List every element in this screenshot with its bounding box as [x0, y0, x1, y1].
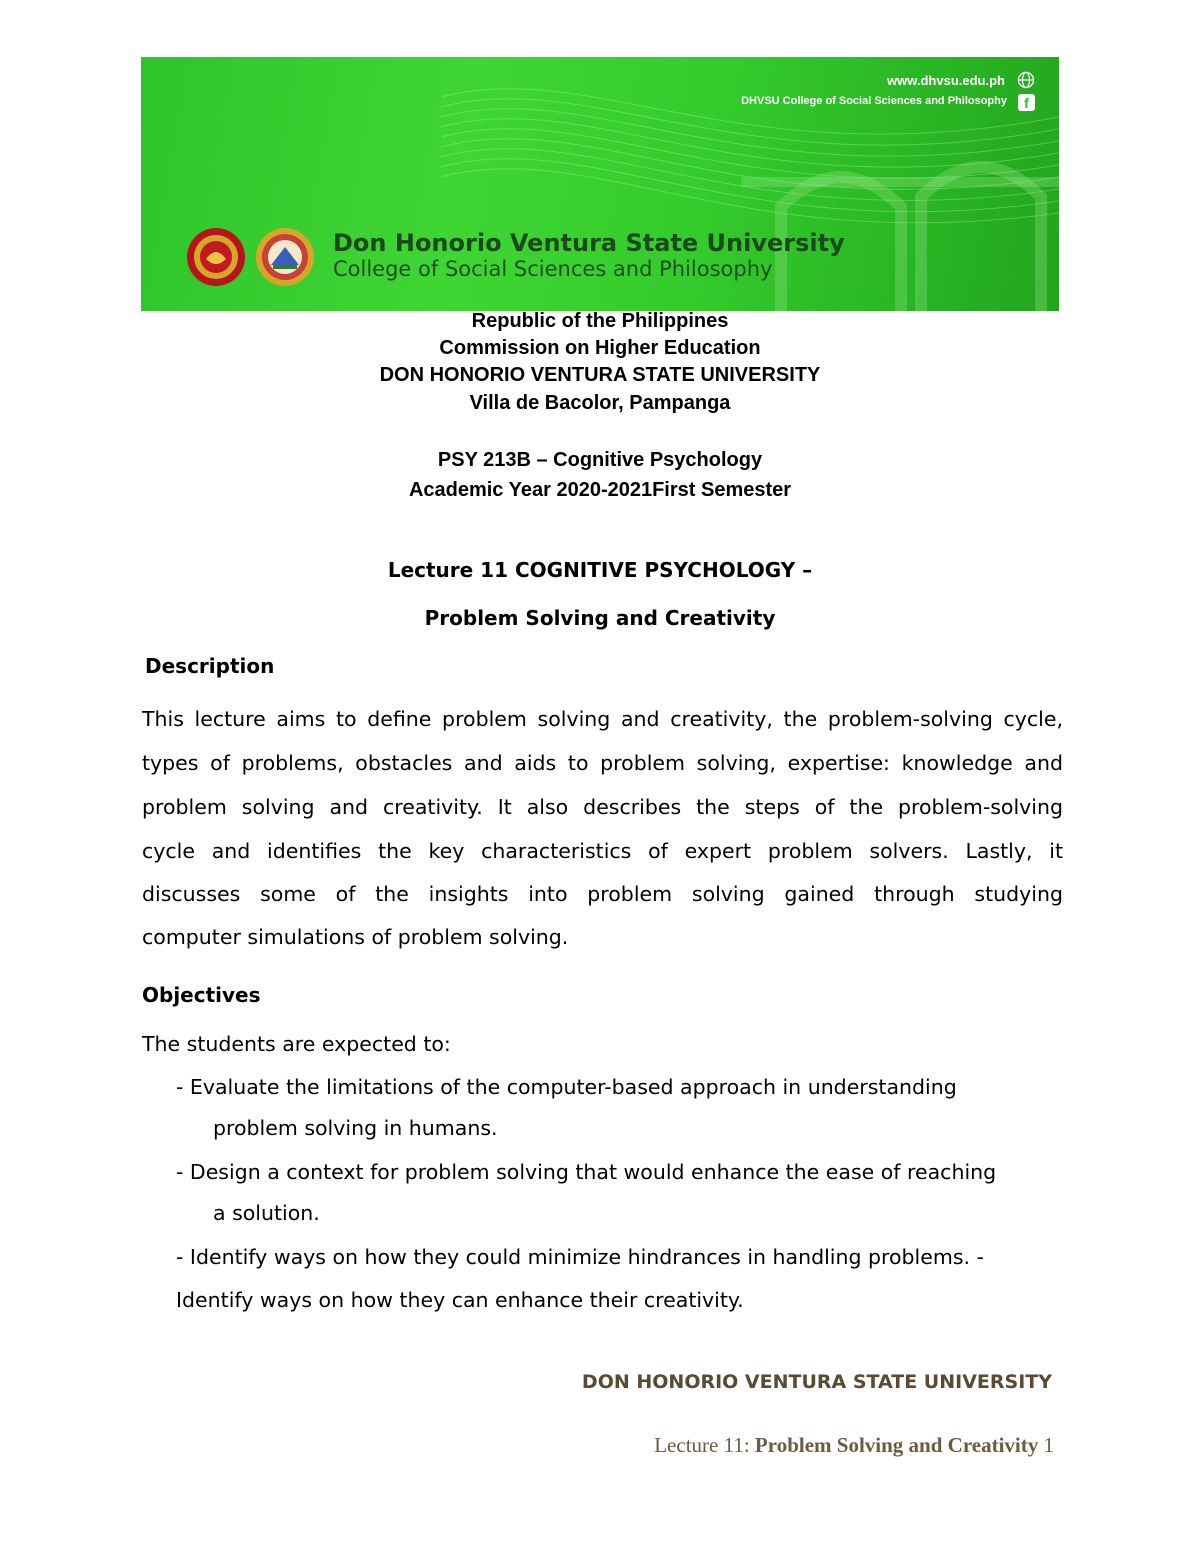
facebook-icon: f: [1018, 94, 1035, 111]
header-location: Villa de Bacolor, Pampanga: [469, 392, 731, 414]
objectives-heading: Objectives: [142, 983, 261, 1007]
description-line: discusses some of the insights into problem solving gained through studying: [142, 882, 1063, 906]
website-url: www.dhvsu.edu.ph: [887, 73, 1005, 88]
footer-university: DON HONORIO VENTURA STATE UNIVERSITY: [581, 1371, 1052, 1393]
objective-item: Identify ways on how they can enhance their creativity.: [176, 1288, 744, 1312]
globe-icon: [1017, 71, 1035, 89]
header-ched: Commission on Higher Education: [439, 337, 761, 359]
lecture-title: Lecture 11 COGNITIVE PSYCHOLOGY –: [387, 558, 813, 582]
footer-lecture-title: Problem Solving and Creativity: [754, 1433, 1039, 1457]
description-line: cycle and identifies the key characteristics of expert problem solvers. Lastly, it: [142, 839, 1063, 863]
page-number: 1: [1043, 1433, 1054, 1457]
course-title: PSY 213B – Cognitive Psychology: [437, 449, 763, 471]
header-banner: [141, 57, 1059, 311]
objective-item: - Evaluate the limitations of the computer-based approach in understanding: [176, 1075, 957, 1099]
objective-item: problem solving in humans.: [213, 1116, 498, 1140]
description-line: types of problems, obstacles and aids to problem solving, expertise: knowledge and: [142, 751, 1063, 775]
description-line: computer simulations of problem solving.: [142, 925, 569, 949]
footer-lecture: [654, 1433, 1054, 1458]
college-seal-icon: [255, 227, 315, 287]
banner-university-name: Don Honorio Ventura State University: [333, 229, 845, 257]
lecture-subtitle: Problem Solving and Creativity: [424, 606, 776, 630]
description-heading: Description: [145, 654, 275, 678]
description-line: This lecture aims to define problem solving and creativity, the problem-solving cycle,: [142, 707, 1063, 731]
academic-term: Academic Year 2020-2021First Semester: [408, 479, 792, 501]
header-republic: Republic of the Philippines: [471, 310, 729, 332]
college-page-name: DHVSU College of Social Sciences and Philosophy: [741, 95, 1007, 107]
objective-item: - Design a context for problem solving that would enhance the ease of reaching: [176, 1160, 997, 1184]
objective-item: - Identify ways on how they could minimize hindrances in handling problems. -: [176, 1245, 984, 1269]
description-line: problem solving and creativity. It also describes the steps of the problem-solving: [142, 795, 1063, 819]
header-university: DON HONORIO VENTURA STATE UNIVERSITY: [379, 364, 821, 386]
university-seal-icon: [186, 227, 246, 287]
banner-college-name: College of Social Sciences and Philosophy: [333, 257, 773, 281]
objectives-intro: The students are expected to:: [142, 1032, 451, 1056]
footer-lecture-prefix: Lecture 11:: [654, 1433, 750, 1457]
objective-item: a solution.: [213, 1201, 320, 1225]
